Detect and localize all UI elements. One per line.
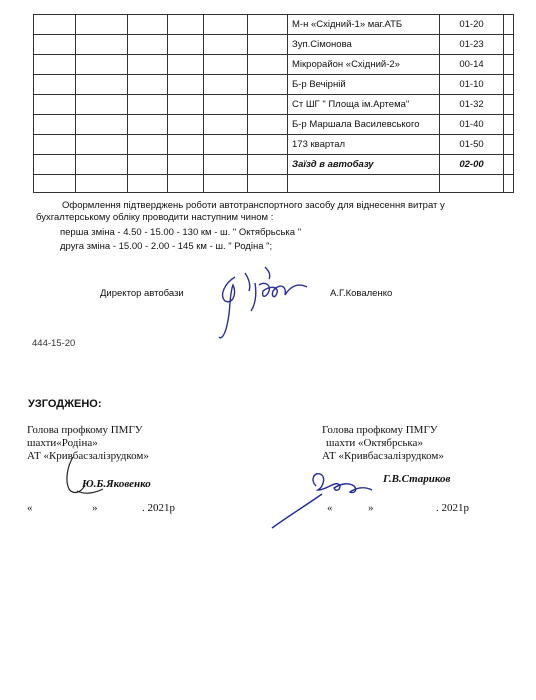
- table-row: [34, 135, 514, 155]
- empty-cell: [76, 115, 128, 135]
- empty-cell: [168, 75, 204, 95]
- table-row: [34, 75, 514, 95]
- right-signature: [260, 460, 380, 532]
- empty-cell: [168, 55, 204, 75]
- ref-number: 444-15-20: [32, 338, 76, 349]
- empty-cell: [440, 175, 504, 193]
- stop-name-cell: Б-р Вечірній: [288, 75, 440, 95]
- empty-cell: [76, 75, 128, 95]
- empty-cell: [204, 155, 248, 175]
- empty-cell: [128, 35, 168, 55]
- empty-cell: [34, 95, 76, 115]
- empty-cell: [128, 135, 168, 155]
- empty-cell: [204, 35, 248, 55]
- left-name: Ю.Б.Яковенко: [82, 478, 151, 490]
- left-position: Голова профкому ПМГУ: [27, 424, 143, 436]
- empty-cell: [504, 95, 514, 115]
- stop-name-cell: М-н «Східний-1» маг.АТБ: [288, 15, 440, 35]
- empty-cell: [34, 75, 76, 95]
- time-cell: 01-32: [440, 95, 504, 115]
- right-mine: шахти «Октябрська»: [326, 437, 423, 449]
- stop-name-cell: Ст ШГ " Площа ім.Артема": [288, 95, 440, 115]
- table-row: [34, 55, 514, 75]
- empty-cell: [248, 35, 288, 55]
- empty-cell: [34, 175, 76, 193]
- empty-cell: [204, 135, 248, 155]
- table-row: [34, 115, 514, 135]
- empty-cell: [76, 15, 128, 35]
- empty-cell: [504, 15, 514, 35]
- empty-cell: [204, 115, 248, 135]
- shift-2: друга зміна - 15.00 - 2.00 - 145 км - ш. " Родіна ";: [60, 241, 273, 252]
- time-cell: 01-20: [440, 15, 504, 35]
- empty-cell: [76, 95, 128, 115]
- empty-cell: [128, 55, 168, 75]
- empty-cell: [168, 175, 204, 193]
- left-company: АТ «Кривбасзалізрудком»: [27, 450, 149, 462]
- time-cell: 01-23: [440, 35, 504, 55]
- empty-cell: [248, 155, 288, 175]
- empty-cell: [34, 135, 76, 155]
- empty-cell: [504, 135, 514, 155]
- empty-cell: [248, 75, 288, 95]
- empty-cell: [34, 55, 76, 75]
- right-date-year: . 2021р: [436, 502, 469, 514]
- empty-cell: [204, 55, 248, 75]
- stop-name-cell: Мікрорайон «Східний-2»: [288, 55, 440, 75]
- empty-cell: [248, 55, 288, 75]
- right-position: Голова профкому ПМГУ: [322, 424, 438, 436]
- empty-cell: [128, 155, 168, 175]
- empty-cell: [504, 55, 514, 75]
- table-row: [34, 35, 514, 55]
- confirmation-line-2: бухгалтерському обліку проводити наступним чином :: [36, 212, 274, 223]
- time-cell: 01-40: [440, 115, 504, 135]
- right-date-close: »: [368, 502, 374, 514]
- empty-cell: [34, 35, 76, 55]
- stop-name-cell: Заїзд в автобазу: [288, 155, 440, 175]
- empty-cell: [34, 155, 76, 175]
- stop-name-cell: 173 квартал: [288, 135, 440, 155]
- empty-cell: [204, 75, 248, 95]
- director-name: А.Г.Коваленко: [330, 288, 393, 299]
- empty-cell: [248, 95, 288, 115]
- approved-heading: УЗГОДЖЕНО:: [28, 398, 102, 410]
- empty-cell: [248, 115, 288, 135]
- right-name: Г.В.Стариков: [383, 473, 451, 485]
- empty-cell: [168, 95, 204, 115]
- director-title: Директор автобази: [100, 288, 184, 299]
- route-table: [33, 14, 514, 193]
- empty-cell: [168, 135, 204, 155]
- empty-cell: [168, 35, 204, 55]
- empty-cell: [168, 15, 204, 35]
- table-row: [34, 155, 514, 175]
- right-company: АТ «Кривбасзалізрудком»: [322, 450, 444, 462]
- empty-cell: [248, 135, 288, 155]
- empty-cell: [204, 95, 248, 115]
- empty-cell: [128, 75, 168, 95]
- left-date-close: »: [92, 502, 98, 514]
- time-cell: 01-10: [440, 75, 504, 95]
- left-mine: шахти«Родіна»: [27, 437, 98, 449]
- empty-cell: [168, 155, 204, 175]
- table-row: [34, 95, 514, 115]
- left-signature: [55, 455, 110, 500]
- left-date-year: . 2021р: [142, 502, 175, 514]
- stop-name-cell: Б-р Маршала Василевського: [288, 115, 440, 135]
- empty-cell: [504, 75, 514, 95]
- empty-cell: [76, 155, 128, 175]
- empty-cell: [76, 175, 128, 193]
- time-cell: 01-50: [440, 135, 504, 155]
- director-signature: [205, 255, 320, 345]
- empty-cell: [504, 115, 514, 135]
- empty-cell: [128, 95, 168, 115]
- table-row: [34, 15, 514, 35]
- empty-cell: [128, 15, 168, 35]
- empty-cell: [168, 115, 204, 135]
- right-date-open: «: [327, 502, 333, 514]
- empty-cell: [248, 15, 288, 35]
- empty-cell: [504, 155, 514, 175]
- empty-cell: [504, 175, 514, 193]
- empty-cell: [288, 175, 440, 193]
- empty-cell: [76, 55, 128, 75]
- confirmation-line-1: Оформлення підтверджень роботи автотранспортного засобу для віднесення витрат у: [62, 200, 445, 211]
- empty-cell: [76, 135, 128, 155]
- empty-cell: [248, 175, 288, 193]
- empty-cell: [204, 15, 248, 35]
- empty-cell: [34, 115, 76, 135]
- empty-cell: [128, 115, 168, 135]
- table-row: [34, 175, 514, 193]
- shift-1: перша зміна - 4.50 - 15.00 - 130 км - ш. " Октябрьська ": [60, 227, 302, 238]
- empty-cell: [204, 175, 248, 193]
- empty-cell: [76, 35, 128, 55]
- empty-cell: [128, 175, 168, 193]
- time-cell: 02-00: [440, 155, 504, 175]
- stop-name-cell: Зуп.Сімонова: [288, 35, 440, 55]
- time-cell: 00-14: [440, 55, 504, 75]
- empty-cell: [34, 15, 76, 35]
- left-date-open: «: [27, 502, 33, 514]
- empty-cell: [504, 35, 514, 55]
